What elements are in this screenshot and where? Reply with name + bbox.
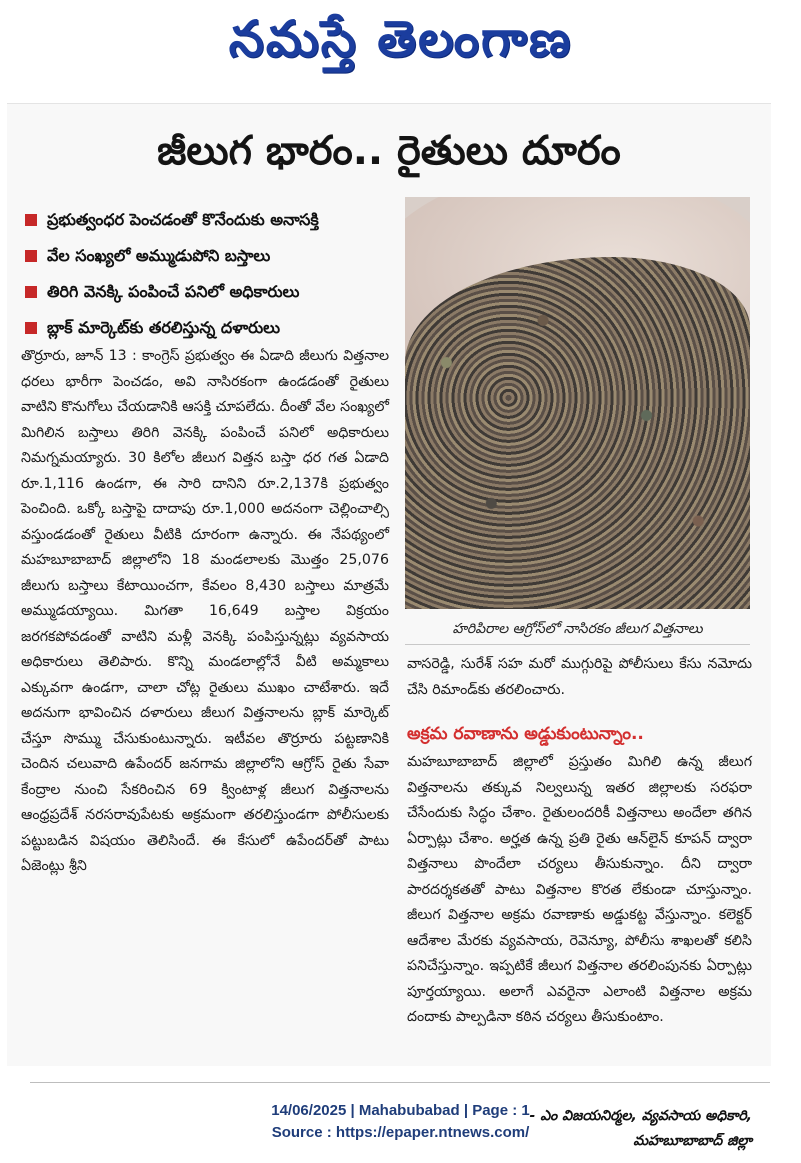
bullet-text: బ్లాక్ మార్కెట్‌కు తరలిస్తున్న దళారులు <box>47 318 281 337</box>
masthead <box>0 0 801 82</box>
highlight-bullets <box>21 204 406 348</box>
article-subheading: అక్రమ రవాణాను అడ్డుకుంటున్నాం.. <box>407 724 644 744</box>
footer-date-line: 14/06/2025 | Mahabubabad | Page : 1 <box>271 1102 530 1119</box>
signature-line-2: మహబూబాబాద్ జిల్లా <box>633 1133 752 1149</box>
bullet-square-icon <box>25 250 37 262</box>
signature-line-1: - ఎం విజయనిర్మల, వ్యవసాయ అధికారి, <box>529 1108 752 1124</box>
bullet-square-icon <box>25 214 37 226</box>
bullet-square-icon <box>25 322 37 334</box>
bullet-item <box>21 240 406 276</box>
bullet-item <box>21 204 406 240</box>
bullet-item <box>21 312 406 348</box>
article-body-left: తొర్రూరు, జూన్ 13 : కాంగ్రెస్ ప్రభుత్వం ఈ ఏడాది జీలుగు విత్తనాల ధరలు భారీగా పెంచడం, అవి నాసిరకంగా ఉండడంతో రైతులు వాటిని కొనుగోలు చేయడానికి ఆసక్తి చూపలేదు. దీంతో వేల సంఖ్యలో మిగిలిన బస్తాలు తిరిగి వెనక్కి పంపించే పనిలో అధికారులు నిమగ్నమయ్యారు. 30 కిలోల జీలుగ విత్తన బస్తా ధర గత ఏడాది రూ.1,116 ఉండగా, ఈ సారి దానిని రూ.2,137కి ప్రభుత్వం పెంచింది. ఒక్కో బస్తాపై దాదాపు రూ.1,000 అదనంగా చెల్లించాల్సి వస్తుండడంతో రైతులు వీటికి దూరంగా ఉన్నారు. ఈ నేపథ్యంలో మహబూబాబాద్ జిల్లాలోని 18 మండలాలకు మొత్తం 25,076 జీలుగు బస్తాలు కేటాయించగా, కేవలం 8,430 బస్తాలు మాత్రమే అమ్ముడయ్యాయి. మిగతా 16,649 బస్తాల విక్రయం జరగకపోవడంతో వాటిని మళ్లీ వెనక్కి పంపిస్తున్నట్లు వ్యవసాయ అధికారులు తెలిపారు. కొన్ని మండలాల్లోనే వీటి అమ్మకాలు ఎక్కువగా ఉండగా, చాలా చోట్ల రైతులు ముఖం చాటేశారు. ఇదే అదనుగా భావించిన దళారులు జీలుగ విత్తనాలను బ్లాక్ మార్కెట్ చేస్తూ సొమ్ము చేసుకుంటున్నారు. ఇటీవల తొర్రూరు పట్టణానికి చెందిన చలువాది ఉపేందర్ జనగామ జిల్లాలోని ఆగ్రోస్ రైతు సేవా కేంద్రాల నుంచి సేకరించిన 69 క్వింటాళ్ల జీలుగ విత్తనాలను ఆంధ్రప్రదేశ్ నరసరావుపేటకు అక్రమంగా తరలిస్తుండగా పోలీసులకు పట్టుబడిన విషయం తెలిసిందే. ఈ కేసులో ఉపేందర్‌తో పాటు ఏజెంట్లు శ్రీని <box>21 348 389 874</box>
newspaper-logo: నమస్తే తెలంగాణ <box>228 10 573 68</box>
bullet-text: తిరిగి వెనక్కి పంపించే పనిలో అధికారులు <box>47 282 300 301</box>
page-footer <box>0 1100 801 1144</box>
seeds-texture <box>405 257 750 609</box>
bullet-text: ప్రభుత్వంధర పెంచడంతో కొనేందుకు అనాసక్తి <box>47 210 319 229</box>
footer-divider <box>30 1082 770 1083</box>
photo-caption: హరిపిరాల ఆగ్రోస్‌లో నాసిరకం జీలుగ విత్తనాలు <box>405 614 750 645</box>
article-quote: మహబూబాబాద్ జిల్లాలో ప్రస్తుతం మిగిలి ఉన్న జీలుగ విత్తనాలను తక్కువ నిల్వలున్న ఇతర జిల్లాలకు సరఫరా చేసేందుకు సిద్ధం చేశాం. రైతులందరికీ విత్తనాలు అందేలా తగిన ఏర్పాట్లు చేశాం. అర్హత ఉన్న ప్రతి రైతు ఆన్‌లైన్ కూపన్ ద్వారా విత్తనాలు పొందేలా చర్యలు తీసుకున్నాం. దీని ద్వారా పారదర్శకతతో పాటు విత్తనాల కొరత లేకుండా చూస్తున్నాం. జీలుగ విత్తనాల అక్రమ రవాణాకు అడ్డుకట్ట వేస్తున్నాం. కలెక్టర్ ఆదేశాల మేరకు వ్యవసాయ, రెవెన్యూ, పోలీసు శాఖలతో కలిసి పనిచేస్తున్నాం. ఇప్పటికే జీలుగ విత్తనాల తరలింపునకు ఏర్పాట్లు పూర్తయ్యాయి. అలాగే ఎవరైనా ఎలాంటి విత్తనాల అక్రమ దందాకు పాల్పడినా కఠిన చర్యలు తీసుకుంటాం. <box>407 754 752 1025</box>
article-headline: జీలుగ భారం.. రైతులు దూరం <box>157 128 621 174</box>
bullet-text: వేల సంఖ్యలో అమ్ముడుపోని బస్తాలు <box>47 246 271 265</box>
article-body-right-top: వాసరెడ్డి, సురేశ్ సహ మరో ముగ్గురిపై పోలీసులు కేసు నమోదు చేసి రిమాండ్‌కు తరలించారు. <box>407 656 752 698</box>
bullet-square-icon <box>25 286 37 298</box>
footer-source-line: Source : https://epaper.ntnews.com/ <box>271 1124 530 1141</box>
seeds-photo <box>405 197 750 609</box>
bullet-item <box>21 276 406 312</box>
